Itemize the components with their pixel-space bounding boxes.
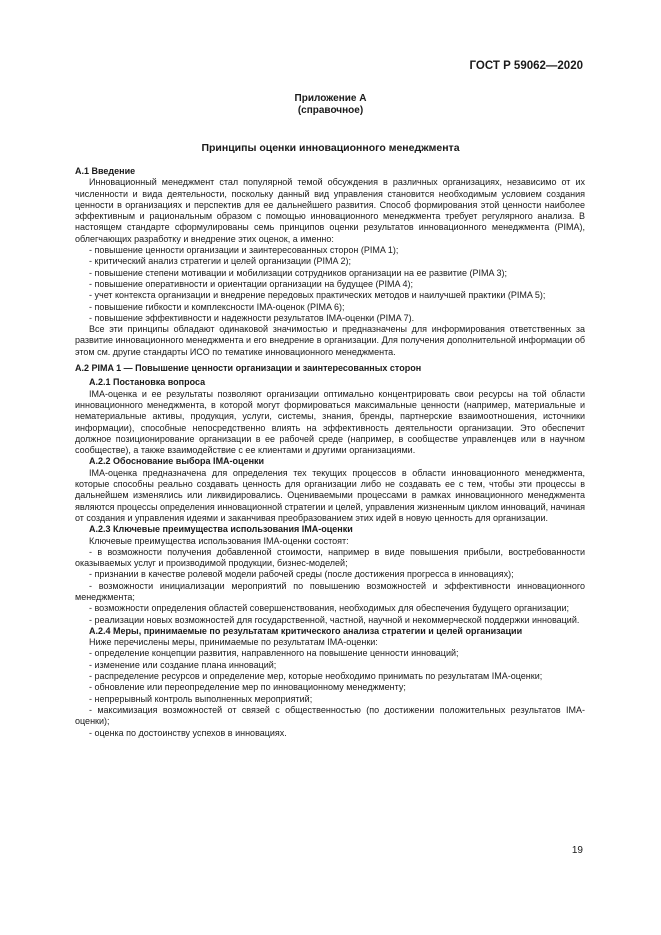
document-title: Принципы оценки инновационного менеджмента (201, 142, 460, 154)
list-item: - возможности инициализации мероприятий по повышению возможностей и эффективности инновационного менеджмента; (75, 581, 585, 604)
list-item: - повышение степени мотивации и мобилизации сотрудников организации на ее развитие (PIMA 3); (75, 268, 585, 279)
section-heading-a1: А.1 Введение (75, 166, 136, 176)
subsection-heading: А.2.4 Меры, принимаемые по результатам критического анализа стратегии и целей организации (89, 625, 523, 636)
document-body (75, 166, 585, 739)
subsection-heading: А.2.3 Ключевые преимущества использования IMA-оценки (89, 524, 353, 535)
paragraph: Ниже перечислены меры, принимаемые по результатам IMA-оценки: (89, 637, 378, 648)
section-heading-a2: А.2 PIMA 1 — Повышение ценности организации и заинтересованных сторон (75, 363, 422, 374)
list-item: - оценка по достоинству успехов в инновациях. (75, 728, 585, 739)
principles-list (75, 245, 585, 324)
annex-subtitle: (справочное) (297, 105, 364, 116)
list-item: - в возможности получения добавленной стоимости, например в виде повышения прибыли, востребованности оказываемых услуг и производимой продукции, бизнес-моделей; (75, 547, 585, 570)
list-item: - учет контекста организации и внедрение передовых практических методов и наилучшей практики (PIMA 5); (75, 290, 585, 301)
list-item: - повышение эффективности и надежности результатов IMA-оценки (PIMA 7). (75, 313, 585, 324)
list-item: - повышение оперативности и ориентации организации на будущее (PIMA 4); (75, 279, 585, 290)
paragraph: Ключевые преимущества использования IMA-оценки состоят: (89, 535, 349, 546)
subsection-heading: А.2.2 Обоснование выбора IMA-оценки (89, 456, 265, 467)
list-item: - распределение ресурсов и определение мер, которые необходимо принимать по результатам IMA-оценки; (75, 671, 585, 682)
list-item: - повышение гибкости и комплексности IMA-оценок (PIMA 6); (75, 302, 585, 313)
paragraph: IMA-оценка и ее результаты позволяют организации оптимально концентрировать свои ресурсы на той области инновационного менеджмента, в которой могут формироваться максимальные ценности (например, материальные и нематериальные активы, продукция, услуги, системы, знания, бренды, партнерские взаимоотношения, источники информации), способные непосредственно влиять на эффективность деятельности организации. Это обеспечит должное позиционирование организации в ее рабочей среде (например, в сообществе управленцев или в научном сообществе), а также взаимодействие с ее клиентами и другими организациями. (75, 388, 585, 456)
list-item: - повышение ценности организации и заинтересованных сторон (PIMA 1); (75, 245, 585, 256)
list-item: - изменение или создание плана инноваций; (75, 660, 585, 671)
standard-number: ГОСТ Р 59062—2020 (469, 60, 583, 72)
paragraph: Инновационный менеджмент стал популярной темой обсуждения в различных организациях, независимо от их численности и вида деятельности, поскольку данный вид управления становится необходимым условием создания ценности в организациях и перспектив для ее дальнейшего развития. Способ формирования этой ценности наиболее эффективным и рациональным образом с помощью инновационного менеджмента требует регулярного анализа. В настоящем стандарте сформулированы семь принципов оценки результатов инновационного менеджмента (PIMA), облегчающих разработку и внедрение этих оценок, а именно: (75, 177, 585, 244)
measures-list (75, 648, 585, 738)
list-item: - возможности определения областей совершенствования, необходимых для обеспечения будущего организации; (75, 603, 585, 614)
list-item: - реализации новых возможностей для государственной, частной, научной и некоммерческой поддержки инноваций. (75, 615, 585, 626)
list-item: - обновление или переопределение мер по инновационному менеджменту; (75, 682, 585, 693)
benefits-list (75, 547, 585, 626)
annex-title: Приложение А (294, 93, 367, 104)
page-number: 19 (571, 845, 583, 856)
list-item: - определение концепции развития, направленного на повышение ценности инноваций; (75, 648, 585, 659)
list-item: - критический анализ стратегии и целей организации (PIMA 2); (75, 256, 585, 267)
list-item: - максимизация возможностей от связей с общественностью (по достижении положительных результатов IMA-оценки); (75, 705, 585, 728)
paragraph: Все эти принципы обладают одинаковой значимостью и предназначены для информирования ответственных за развитие инновационного менеджмента и его внедрение в организации. Для получения дополнительной информации об этом см. другие стандарты ИСО по тематике инновационного менеджмента. (75, 324, 585, 357)
paragraph: IMA-оценка предназначена для определения тех текущих процессов в области инновационного менеджмента, которые способны реально создавать ценность для организации либо не создавать ее с тем, чтобы эти процессы в дальнейшем изменялись или ликвидировались. Оцениваемыми процессами в рамках инновационного менеджмента являются процессы определения инновационной стратегии и целей, управления жизненным циклом инноваций, начиная от создания и управления идеями и заканчивая преобразованием этих идей в новую ценность для организации. (75, 467, 585, 523)
subsection-heading: А.2.1 Постановка вопроса (89, 377, 206, 388)
list-item: - непрерывный контроль выполненных мероприятий; (75, 694, 585, 705)
list-item: - признании в качестве ролевой модели рабочей среды (после достижения прогресса в инновациях); (75, 569, 585, 580)
